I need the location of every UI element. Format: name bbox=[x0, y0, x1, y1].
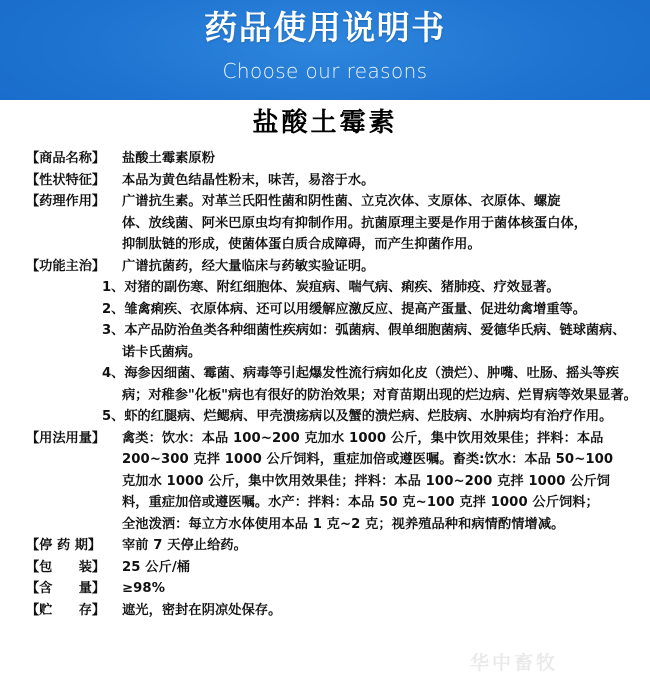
pharmacology-line: 广谱抗生素。对革兰氏阳性菌和阴性菌、立克次体、支原体、衣原体、螺旋 bbox=[122, 194, 561, 209]
dosage-line: 全池泼洒：每立方水体使用本品 1 克~2 克；视养殖品种和病情酌情增减。 bbox=[122, 516, 565, 532]
page-banner bbox=[0, 0, 650, 100]
section-label-content: 【含 量】 bbox=[26, 581, 106, 596]
dosage-line: 克加水 1000 公斤，集中饮用效果佳；拌料：本品 100~200 克拌 1000 公斤饲 bbox=[122, 473, 611, 489]
section-label-packaging: 【包 装】 bbox=[26, 559, 106, 575]
indications-list bbox=[26, 277, 638, 428]
section-value-content bbox=[122, 578, 638, 600]
section-label-withdrawal-period: 【停 药 期】 bbox=[26, 538, 102, 553]
banner-title: 药品使用说明书 bbox=[204, 8, 446, 47]
indications-intro: 广谱抗菌药，经大量临床与药敏实验证明。 bbox=[122, 258, 375, 274]
section-pharmacology bbox=[26, 191, 638, 256]
page-title: 盐酸土霉素 bbox=[252, 108, 398, 138]
section-value-withdrawal-period bbox=[122, 535, 638, 557]
section-withdrawal-period bbox=[26, 535, 638, 557]
document-body bbox=[0, 100, 650, 674]
section-value-indications bbox=[122, 256, 638, 278]
storage-text: 遮光，密封在阴凉处保存。 bbox=[122, 602, 282, 618]
pharmacology-line: 体、放线菌、阿米巴原虫均有抑制作用。抗菌原理主要是作用于菌体核蛋白体， bbox=[122, 215, 588, 231]
section-label-indications: 【功能主治】 bbox=[26, 258, 106, 274]
list-item: 2、雏禽痢疾、衣原体病、还可以用缓解应激反应、提高产蛋量、促进幼禽增重等。 bbox=[102, 301, 586, 317]
section-label-characteristics: 【性状特征】 bbox=[26, 172, 106, 188]
trade-name-text: 盐酸土霉素原粉 bbox=[122, 151, 216, 166]
section-label-pharmacology: 【药理作用】 bbox=[26, 194, 106, 209]
characteristics-text: 本品为黄色结晶性粉末，味苦，易溶于水。 bbox=[122, 172, 375, 188]
list-item: 5、虾的红腿病、烂鳃病、甲壳溃疡病以及蟹的溃烂病、烂肢病、水肿病均有治疗作用。 bbox=[102, 409, 613, 424]
section-packaging bbox=[26, 557, 638, 579]
section-value-pharmacology bbox=[122, 191, 638, 256]
section-content bbox=[26, 578, 638, 600]
section-trade-name bbox=[26, 148, 638, 170]
content-text: ≥98% bbox=[122, 581, 166, 596]
section-storage bbox=[26, 600, 638, 622]
section-value-characteristics bbox=[122, 170, 638, 192]
dosage-line: 200~300 克拌 1000 公斤饲料，重症加倍或遵医嘱。畜类:饮水：本品 50~100 bbox=[122, 452, 614, 467]
section-characteristics bbox=[26, 170, 638, 192]
section-value-storage bbox=[122, 600, 638, 622]
dosage-line: 料，重症加倍或遵医嘱。水产：拌料：本品 50 克~100 克拌 1000 公斤饲料； bbox=[122, 495, 599, 510]
section-indications bbox=[26, 256, 638, 278]
section-value-packaging bbox=[122, 557, 638, 579]
section-value-trade-name bbox=[122, 148, 638, 170]
list-item: 4、海参因细菌、霉菌、病毒等引起爆发性流行病如化皮（溃烂）、肿嘴、吐肠、摇头等疾病；对稚参"化板"病也有很好的防治效果；对育苗期出现的烂边病、烂胃病等效果显著。 bbox=[102, 366, 637, 403]
pharmacology-line: 抑制肽链的形成，使菌体蛋白质合成障碍，而产生抑菌作用。 bbox=[122, 237, 481, 252]
watermark: 华中畜牧 bbox=[470, 652, 559, 674]
section-label-dosage: 【用法用量】 bbox=[26, 430, 106, 446]
section-dosage bbox=[26, 428, 638, 536]
spec-sections bbox=[0, 140, 650, 621]
packaging-text: 25 公斤/桶 bbox=[122, 559, 191, 575]
section-label-trade-name: 【商品名称】 bbox=[26, 151, 106, 166]
section-value-dosage bbox=[122, 428, 638, 536]
section-label-storage: 【贮 存】 bbox=[26, 602, 106, 618]
dosage-line: 禽类：饮水：本品 100~200 克加水 1000 公斤，集中饮用效果佳；拌料：本品 bbox=[122, 430, 604, 446]
banner-subtitle: Choose our reasons bbox=[222, 59, 428, 83]
list-item: 1、对猪的副伤寒、附红细胞体、炭疽病、喘气病、痢疾、猪肺疫、疗效显著。 bbox=[102, 280, 560, 295]
withdrawal-text: 宰前 7 天停止给药。 bbox=[122, 538, 247, 553]
list-item: 3、本产品防治鱼类各种细菌性疾病如：弧菌病、假单细胞菌病、爱德华氏病、链球菌病、诺卡氏菌病。 bbox=[102, 323, 626, 360]
